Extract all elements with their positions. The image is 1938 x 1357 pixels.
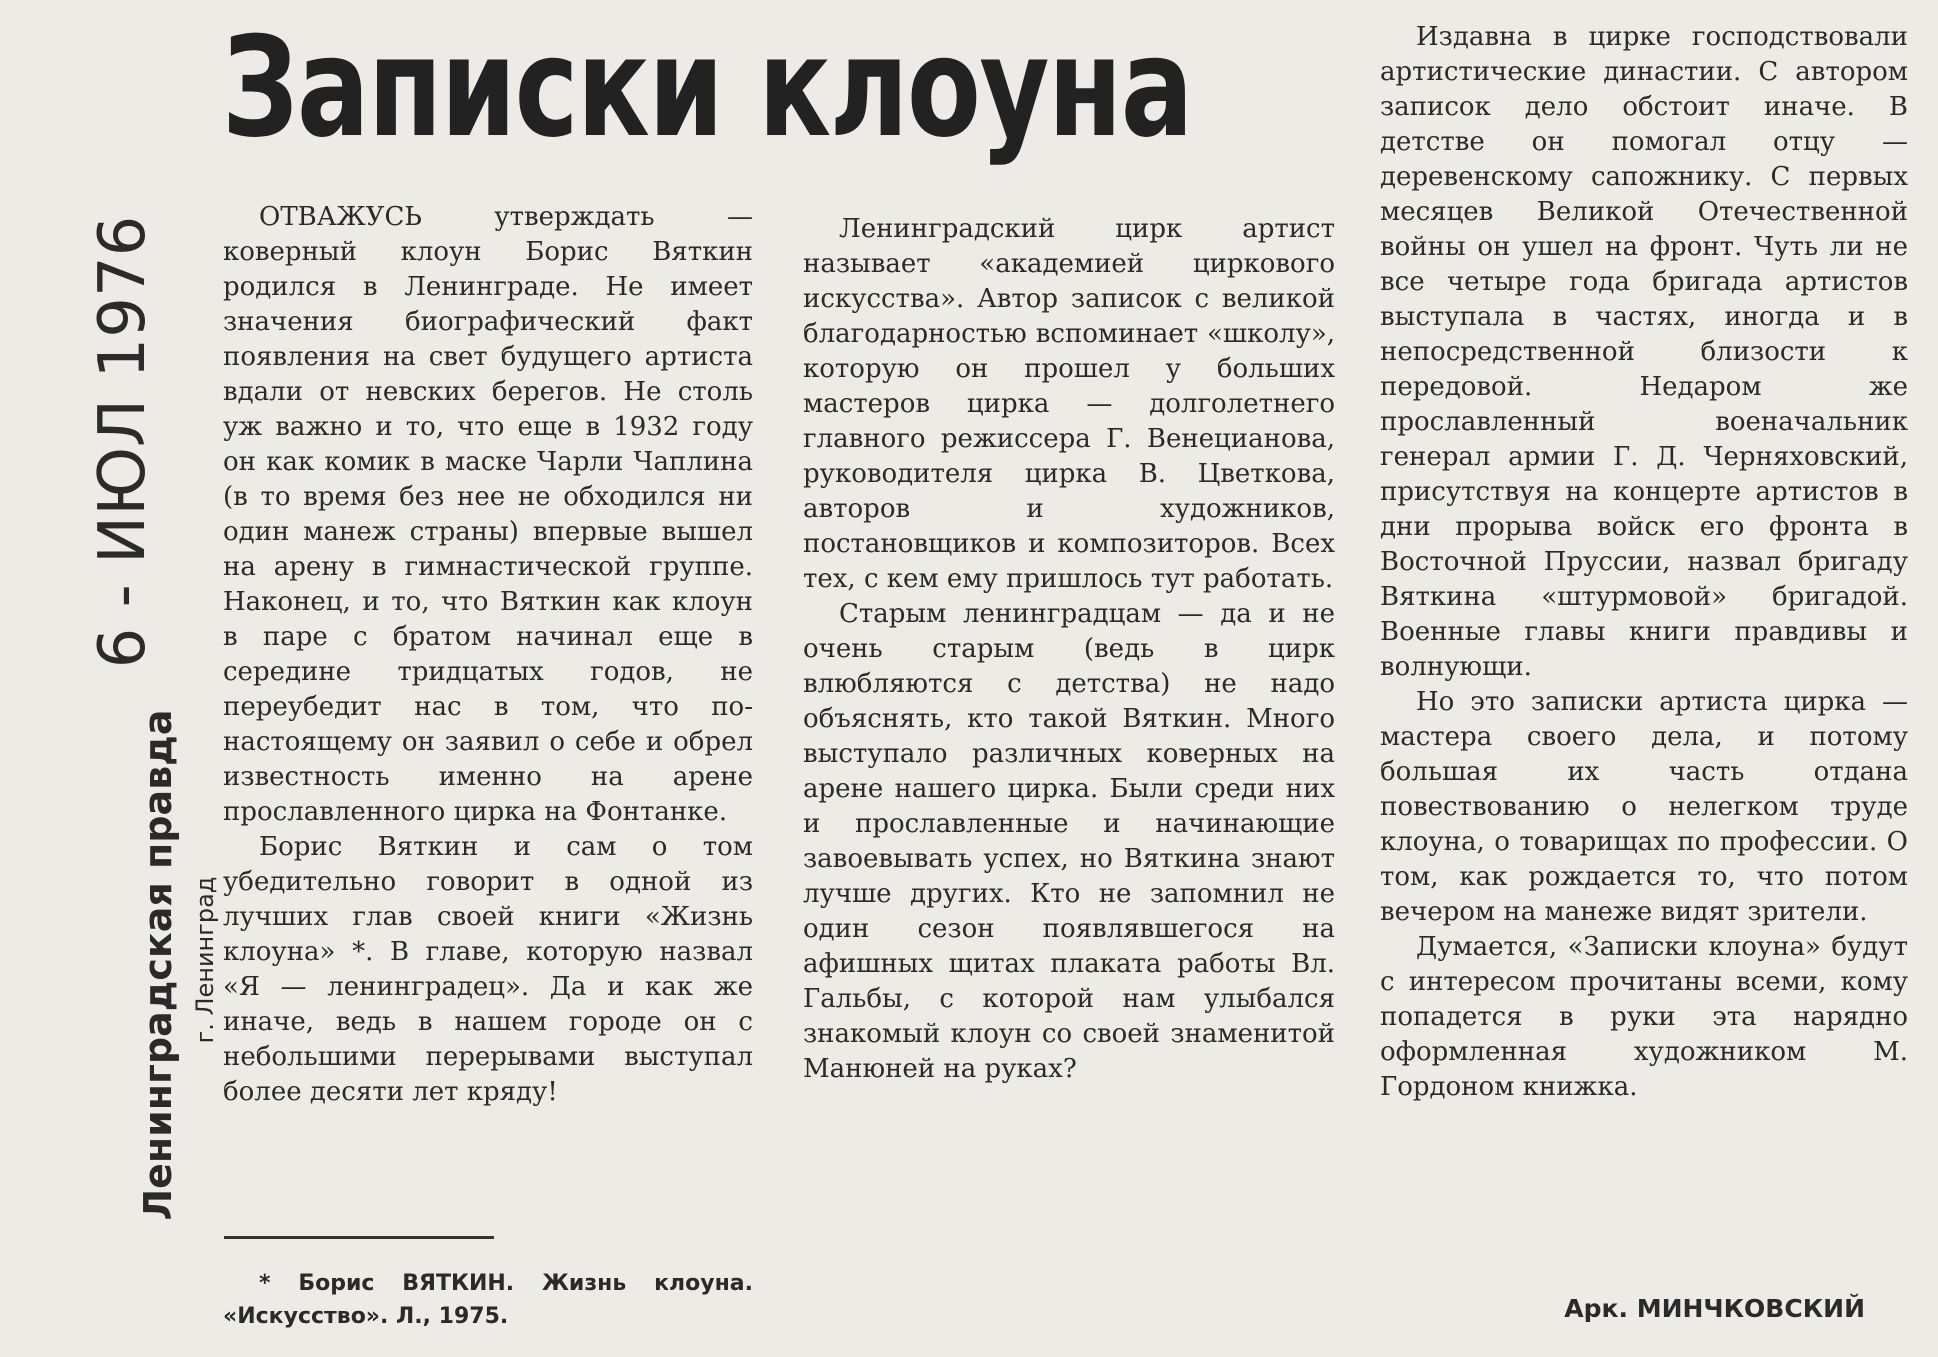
paragraph-7: Думается, «Записки клоуна» будут с интересом прочитаны всеми, кому попадется в руки эта нарядно оформленная художником М. Гордоном книжка. bbox=[1380, 932, 1908, 1102]
date-stamp bbox=[80, 215, 165, 669]
paragraph-1: ОТВАЖУСЬ утверждать — коверный клоун Борис Вяткин родился в Ленинграде. Не имеет значения биографический факт появления на свет будущего артиста вдали от невских берегов. Не столь уж важно и то, что еще в 1932 году он как комик в маске Чарли Чаплина (в то время без нее не обходился ни один манеж страны) впервые вышел на арену в гимнастической группе. Наконец, и то, что Вяткин как клоун в паре с братом начинал еще в середине тридцатых годов, не переубедит нас в том, что по-настоящему он заявил о себе и обрел известность именно на арене прославленного цирка на Фонтанке. bbox=[223, 202, 753, 827]
city-label bbox=[188, 820, 222, 1100]
date-stamp-text: 6 - ИЮЛ 1976 bbox=[85, 215, 160, 669]
footnote: * Борис ВЯТКИН. Жизнь клоуна. «Искусство». Л., 1975. bbox=[223, 1271, 753, 1329]
paragraph-6: Но это записки артиста цирка — мастера своего дела, и потому большая их часть отдана повествованию о нелегком труде клоуна, о товарищах по профессии. О том, как рождается то, что потом вечером на манеже видят зрители. bbox=[1380, 687, 1908, 927]
column-1 bbox=[223, 200, 753, 1110]
city-label-text: г. Ленинград bbox=[191, 876, 219, 1044]
column-2 bbox=[803, 212, 1335, 1087]
headline: Записки клоуна bbox=[222, 7, 1192, 168]
column-3 bbox=[1380, 20, 1908, 1105]
paragraph-2: Борис Вяткин и сам о том убедительно говорит в одной из лучших глав своей книги «Жизнь клоуна» *. В главе, которую назвал «Я — ленинградец». Да и как же иначе, ведь в нашем городе он с небольшими перерывами выступал более десяти лет кряду! bbox=[223, 832, 753, 1107]
newspaper-name-text: Ленинградская правда bbox=[136, 709, 180, 1221]
newspaper-name bbox=[128, 680, 188, 1250]
author-signature: Арк. МИНЧКОВСКИЙ bbox=[1564, 1294, 1865, 1323]
paragraph-4: Старым ленинградцам — да и не очень старым (ведь в цирк влюбляются с детства) не надо объяснять, кто такой Вяткин. Много выступало различных коверных на арене нашего цирка. Были среди них и прославленные и начинающие завоевывать успех, но Вяткина знают лучше других. Кто не запомнил не один сезон появлявшегося на афишных щитах плаката работы Вл. Гальбы, с которой нам улыбался знакомый клоун со своей знаменитой Манюней на руках? bbox=[803, 599, 1335, 1084]
paragraph-5: Издавна в цирке господствовали артистические династии. С автором записок дело обстоит иначе. В детстве он помогал отцу — деревенскому сапожнику. С первых месяцев Великой Отечественной войны он ушел на фронт. Чуть ли не все четыре года бригада артистов выступала в частях, иногда и в непосредственной близости к передовой. Недаром же прославленный военачальник генерал армии Г. Д. Черняховский, присутствуя на концерте артистов в дни прорыва войск его фронта в Восточной Пруссии, назвал бригаду Вяткина «штурмовой» бригадой. Военные главы книги правдивы и волнующи. bbox=[1380, 22, 1908, 682]
footnote-divider bbox=[224, 1236, 494, 1239]
paragraph-3: Ленинградский цирк артист называет «академией циркового искусства». Автор записок с великой благодарностью вспоминает «школу», которую он прошел у больших мастеров цирка — долголетнего главного режиссера Г. Венецианова, руководителя цирка В. Цветкова, авторов и художников, постановщиков и композиторов. Всех тех, с кем ему пришлось тут работать. bbox=[803, 214, 1335, 594]
